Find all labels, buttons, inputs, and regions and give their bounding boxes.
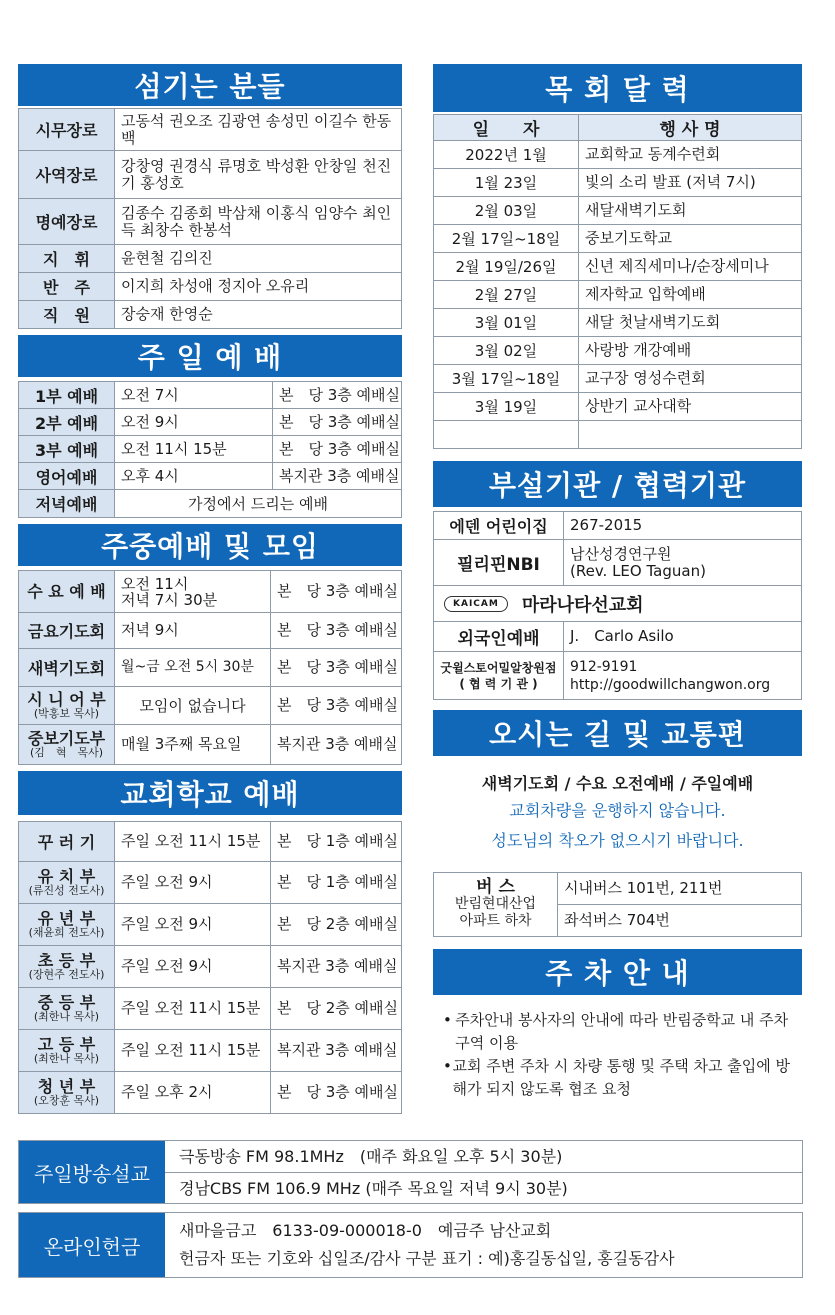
weekday-time: 매월 3주째 목요일 <box>115 725 271 765</box>
school-label: 중 등 부 (최한나 목사) <box>19 988 115 1030</box>
calendar-date: 2022년 1월 <box>434 141 579 169</box>
parking-header: 주 차 안 내 <box>433 949 802 995</box>
school-place: 본 당 3층 예배실 <box>271 1072 402 1114</box>
school-label: 초 등 부 (장현주 전도사) <box>19 946 115 988</box>
right-column <box>433 64 802 1101</box>
school-label: 유 년 부 (채윤희 전도사) <box>19 904 115 946</box>
calendar-date: 2월 19일/26일 <box>434 253 579 281</box>
sunday-label: 영어예배 <box>19 463 115 490</box>
calendar-event: 새달새벽기도회 <box>579 197 802 225</box>
marananatha-row <box>434 586 802 622</box>
parking-item: • 주차안내 봉사자의 안내에 따라 반림중학교 내 주차구역 이용 <box>443 1011 789 1052</box>
school-leader: (오창훈 목사) <box>33 1093 100 1107</box>
weekday-time: 오전 11시 저녁 7시 30분 <box>115 571 271 613</box>
sunday-time: 오전 7시 <box>115 382 273 409</box>
evening-label: 저녁예배 <box>19 490 115 518</box>
bus-table <box>433 872 802 937</box>
school-leader: (장현주 전도사) <box>28 967 105 981</box>
school-place: 본 당 1층 예배실 <box>271 862 402 904</box>
calendar-date: 3월 02일 <box>434 337 579 365</box>
weekday-time: 모임이 없습니다 <box>115 687 271 725</box>
weekday-label: 새벽기도회 <box>19 649 115 687</box>
sunday-label: 1부 예배 <box>19 382 115 409</box>
weekday-place: 복지관 3층 예배실 <box>271 725 402 765</box>
school-label: 꾸 러 기 <box>19 822 115 862</box>
servers-value: 윤현철 김의진 <box>115 245 402 273</box>
school-time: 주일 오전 9시 <box>115 862 271 904</box>
school-header: 교회학교 예배 <box>18 771 402 815</box>
servers-table <box>18 108 402 329</box>
broadcast-title: 주일방송설교 <box>19 1141 165 1203</box>
affiliate-value: 남산성경연구원 (Rev. LEO Taguan) <box>564 540 802 586</box>
school-leader: (류진성 전도사) <box>28 883 105 897</box>
sunday-time: 오전 11시 15분 <box>115 436 273 463</box>
calendar-event: 사랑방 개강예배 <box>579 337 802 365</box>
school-place: 복지관 3층 예배실 <box>271 1030 402 1072</box>
directions-line3: 성도님의 착오가 없으시기 바랍니다. <box>491 831 744 850</box>
weekday-place: 본 당 3층 예배실 <box>271 613 402 649</box>
kaicam-logo: KAICAM <box>444 596 508 612</box>
sunday-place: 복지관 3층 예배실 <box>273 463 402 490</box>
offering-section <box>18 1212 803 1278</box>
affiliates-table <box>433 511 802 700</box>
parking-item: • 교회 주변 주차 시 차량 통행 및 주택 차고 출입에 방해가 되지 않도록 협조 요청 <box>443 1057 790 1098</box>
affiliate-label: 굿윌스토어밀알창원점 ( 협 력 기 관 ) <box>434 652 564 700</box>
servers-label: 시무장로 <box>19 109 115 151</box>
weekday-time: 월~금 오전 5시 30분 <box>115 649 271 687</box>
school-label: 고 등 부 (최한나 목사) <box>19 1030 115 1072</box>
calendar-event: 상반기 교사대학 <box>579 393 802 421</box>
sunday-time: 오후 4시 <box>115 463 273 490</box>
sunday-header: 주 일 예 배 <box>18 335 402 377</box>
school-label: 청 년 부 (오창훈 목사) <box>19 1072 115 1114</box>
sunday-time: 오전 9시 <box>115 409 273 436</box>
school-time: 주일 오전 11시 15분 <box>115 1030 271 1072</box>
servers-value: 장숭재 한영순 <box>115 301 402 329</box>
evening-value: 가정에서 드리는 예배 <box>115 490 402 518</box>
sunday-label: 2부 예배 <box>19 409 115 436</box>
calendar-event: 신년 제직세미나/순장세미나 <box>579 253 802 281</box>
sunday-table <box>18 381 402 518</box>
broadcast-line2: 경남CBS FM 106.9 MHz (매주 목요일 저녁 9시 30분) <box>179 1179 568 1198</box>
school-time: 주일 오전 9시 <box>115 904 271 946</box>
calendar-col-event: 행 사 명 <box>579 115 802 141</box>
weekday-place: 본 당 3층 예배실 <box>271 571 402 613</box>
calendar-event: 교구장 영성수련회 <box>579 365 802 393</box>
affiliate-label: 외국인예배 <box>434 622 564 652</box>
broadcast-line1: 극동방송 FM 98.1MHz (매주 화요일 오후 5시 30분) <box>165 1141 802 1173</box>
weekday-time: 저녁 9시 <box>115 613 271 649</box>
parking-list <box>433 1009 802 1101</box>
calendar-event: 중보기도학교 <box>579 225 802 253</box>
sunday-place: 본 당 3층 예배실 <box>273 382 402 409</box>
weekday-table <box>18 570 402 765</box>
bus-route: 시내버스 101번, 211번 <box>558 873 802 905</box>
affiliate-value: 912-9191 http://goodwillchangwon.org <box>564 652 802 700</box>
school-table <box>18 821 402 1114</box>
servers-label: 반 주 <box>19 273 115 301</box>
calendar-event <box>579 421 802 449</box>
weekday-label: 금요기도회 <box>19 613 115 649</box>
weekday-label: 시 니 어 부 (박홍보 목사) <box>19 687 115 725</box>
servers-header: 섬기는 분들 <box>18 64 402 106</box>
servers-label: 지 휘 <box>19 245 115 273</box>
school-leader: (채윤희 전도사) <box>28 925 105 939</box>
affiliate-value: 마라나타선교회 <box>521 594 644 616</box>
calendar-event: 제자학교 입학예배 <box>579 281 802 309</box>
servers-value: 고동석 권오조 김광연 송성민 이길수 한동백 <box>115 109 402 151</box>
servers-label: 직 원 <box>19 301 115 329</box>
school-place: 본 당 1층 예배실 <box>271 822 402 862</box>
calendar-date: 2월 17일~18일 <box>434 225 579 253</box>
bus-label-cell <box>434 873 558 937</box>
weekday-leader: (김 혁 목사) <box>29 745 104 759</box>
school-place: 본 당 2층 예배실 <box>271 904 402 946</box>
calendar-table <box>433 114 802 449</box>
school-place: 본 당 2층 예배실 <box>271 988 402 1030</box>
bus-stop: 반림현대산업 아파트 하차 <box>454 896 537 929</box>
weekday-label: 중보기도부 (김 혁 목사) <box>19 725 115 765</box>
affiliate-label: 에덴 어린이집 <box>434 512 564 540</box>
school-leader: (최한나 목사) <box>33 1009 100 1023</box>
affiliate-label: 필리핀NBI <box>434 540 564 586</box>
weekday-place: 본 당 3층 예배실 <box>271 687 402 725</box>
calendar-date: 2월 27일 <box>434 281 579 309</box>
school-time: 주일 오후 2시 <box>115 1072 271 1114</box>
servers-label: 사역장로 <box>19 151 115 199</box>
bus-label: 버 스 <box>476 877 515 897</box>
calendar-date: 2월 03일 <box>434 197 579 225</box>
calendar-header: 목 회 달 력 <box>433 64 802 112</box>
calendar-date: 3월 01일 <box>434 309 579 337</box>
directions-notice <box>433 772 802 856</box>
directions-line2: 교회차량을 운행하지 않습니다. <box>509 801 726 820</box>
calendar-event: 빛의 소리 발표 (저녁 7시) <box>579 169 802 197</box>
directions-line1: 새벽기도회 / 수요 오전예배 / 주일예배 <box>481 774 754 793</box>
offering-title: 온라인헌금 <box>19 1213 165 1277</box>
school-time: 주일 오전 11시 15분 <box>115 988 271 1030</box>
weekday-label: 수 요 예 배 <box>19 571 115 613</box>
broadcast-section <box>18 1140 803 1204</box>
offering-account: 새마을금고 6133-09-000018-0 예금주 남산교회 <box>179 1221 552 1240</box>
school-place: 복지관 3층 예배실 <box>271 946 402 988</box>
calendar-date <box>434 421 579 449</box>
servers-value: 이지희 차성애 정지아 오유리 <box>115 273 402 301</box>
bus-route: 좌석버스 704번 <box>558 905 802 937</box>
directions-header: 오시는 길 및 교통편 <box>433 710 802 756</box>
weekday-place: 본 당 3층 예배실 <box>271 649 402 687</box>
school-time: 주일 오전 9시 <box>115 946 271 988</box>
offering-instruction: 헌금자 또는 기호와 십일조/감사 구분 표기 : 예)홍길동십일, 홍길동감사 <box>179 1249 675 1268</box>
calendar-event: 교회학교 동계수련회 <box>579 141 802 169</box>
school-label: 유 치 부 (류진성 전도사) <box>19 862 115 904</box>
affiliate-value: J. Carlo Asilo <box>564 622 802 652</box>
servers-value: 강창영 권경식 류명호 박성환 안창일 천진기 홍성호 <box>115 151 402 199</box>
weekday-leader: (박홍보 목사) <box>33 706 100 720</box>
school-leader: (최한나 목사) <box>33 1051 100 1065</box>
school-time: 주일 오전 11시 15분 <box>115 822 271 862</box>
calendar-date: 1월 23일 <box>434 169 579 197</box>
calendar-col-date: 일 자 <box>434 115 579 141</box>
calendar-date: 3월 19일 <box>434 393 579 421</box>
sunday-label: 3부 예배 <box>19 436 115 463</box>
calendar-date: 3월 17일~18일 <box>434 365 579 393</box>
left-column <box>18 64 402 1114</box>
servers-label: 명예장로 <box>19 199 115 245</box>
weekday-header: 주중예배 및 모임 <box>18 524 402 566</box>
sunday-place: 본 당 3층 예배실 <box>273 436 402 463</box>
affiliates-header: 부설기관 / 협력기관 <box>433 461 802 507</box>
calendar-event: 새달 첫날새벽기도회 <box>579 309 802 337</box>
servers-value: 김종수 김종회 박삼채 이홍식 임양수 최인득 최창수 한봉석 <box>115 199 402 245</box>
affiliate-value: 267-2015 <box>564 512 802 540</box>
sunday-place: 본 당 3층 예배실 <box>273 409 402 436</box>
